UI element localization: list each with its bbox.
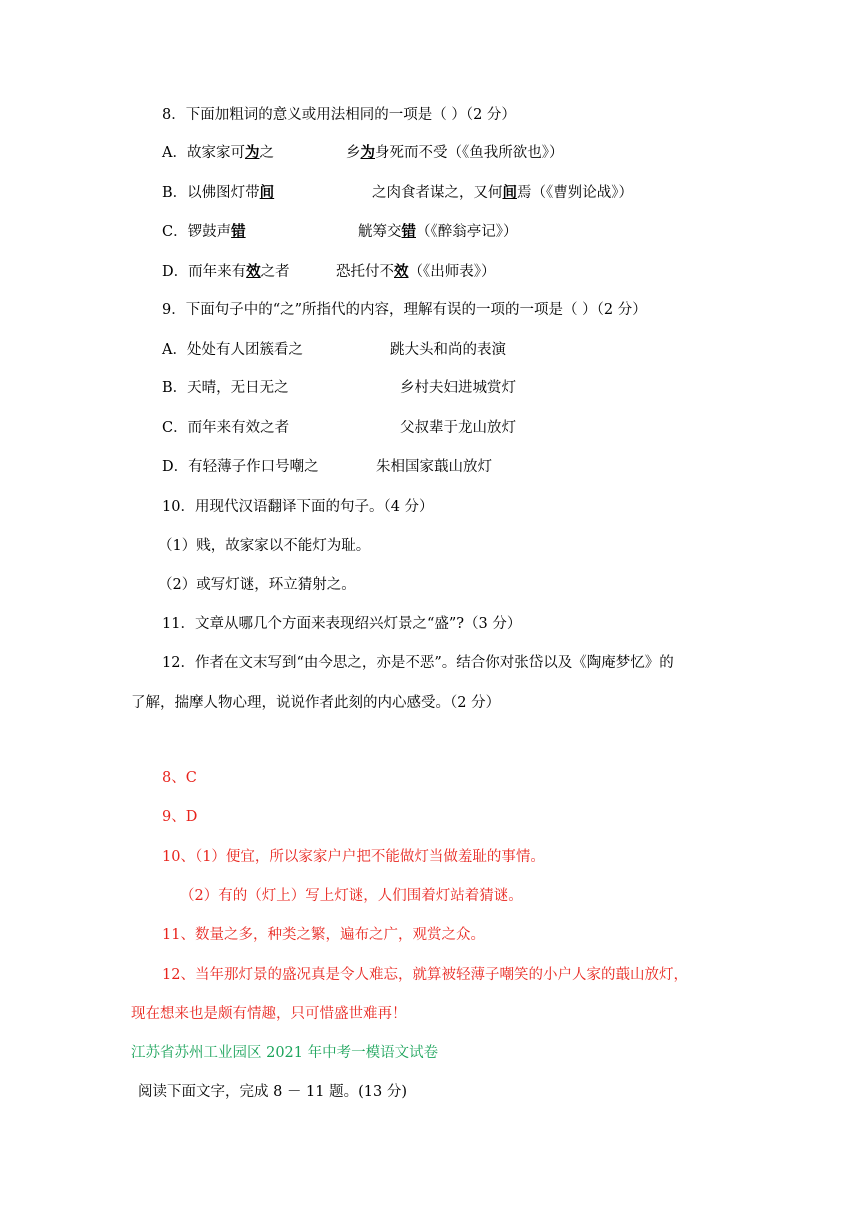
q10-sentence-1: （1）贱，故家家以不能灯为耻。: [158, 538, 371, 554]
q9-option-a: A．处处有人团簇看之: [162, 342, 303, 358]
q11-stem: 11．文章从哪几个方面来表现绍兴灯景之“盛”?（3 分）: [162, 616, 522, 632]
bold-word: 间: [259, 184, 275, 201]
q8-option-d-right: 恐托付不效（《出师表》）: [336, 263, 496, 280]
bold-word: 为: [244, 144, 260, 161]
q9-option-b-right: 乡村夫妇进城赏灯: [400, 380, 516, 396]
q8-option-a-right: 乡为身死而不受（《鱼我所欲也》）: [346, 144, 564, 161]
q9-option-b: B．天晴，无日无之: [162, 380, 289, 396]
q10-stem: 10．用现代汉语翻译下面的句子。（4 分）: [162, 499, 434, 515]
bold-word: 效: [394, 263, 409, 280]
q9-option-a-right: 跳大头和尚的表演: [390, 342, 506, 358]
answer-11: 11、数量之多，种类之繁，遍布之广，观赏之众。: [162, 927, 485, 943]
q9-stem: 9．下面句子中的“之”所指代的内容，理解有误的一项的一项是（ ）（2 分）: [162, 302, 647, 318]
q8-option-c: C．锣鼓声错: [162, 223, 246, 240]
q9-option-c: C．而年来有效之者: [162, 420, 290, 436]
source-title: 江苏省苏州工业园区 2021 年中考一模语文试卷: [131, 1045, 439, 1061]
q8-option-c-right: 觥筹交错（《醉翁亭记》）: [358, 223, 518, 240]
answer-12-line-1: 12、当年那灯景的盛况真是令人难忘，就算被轻薄子嘲笑的小户人家的蕺山放灯，: [162, 967, 688, 983]
reading-intro: 阅读下面文字，完成 8 － 11 题。(13 分): [138, 1084, 407, 1100]
q9-option-d: D．有轻薄子作口号嘲之: [162, 459, 319, 475]
q8-option-a: A．故家家可为之: [162, 144, 274, 161]
q8-option-b-right: 之肉食者谋之，又何间焉（《曹刿论战》）: [372, 184, 633, 201]
q8-stem: 8．下面加粗词的意义或用法相同的一项是（ ）（2 分）: [162, 107, 516, 123]
q12-stem-line-1: 12．作者在文末写到“由今思之，亦是不恶”。结合你对张岱以及《陶庵梦忆》的: [162, 655, 674, 671]
bold-word: 间: [502, 184, 517, 201]
q9-option-d-right: 朱相国家蕺山放灯: [376, 459, 492, 475]
answer-8: 8、C: [162, 770, 197, 786]
bold-word: 错: [401, 223, 416, 240]
answer-9: 9、D: [162, 809, 198, 825]
answer-10-2: （2）有的（灯上）写上灯谜，人们围着灯站着猜谜。: [180, 888, 523, 904]
q8-option-b: B．以佛图灯带间: [162, 184, 275, 201]
bold-word: 为: [360, 144, 375, 161]
q12-stem-line-2: 了解，揣摩人物心理，说说作者此刻的内心感受。（2 分）: [131, 695, 501, 711]
q8-option-d: D．而年来有效之者: [162, 263, 290, 280]
answer-10-1: 10、（1）便宜，所以家家户户把不能做灯当做羞耻的事情。: [162, 849, 545, 865]
q10-sentence-2: （2）或写灯谜，环立猜射之。: [158, 577, 356, 593]
bold-word: 效: [246, 263, 261, 280]
bold-word: 错: [231, 223, 246, 240]
answer-12-line-2: 现在想来也是颇有情趣，只可惜盛世难再！: [131, 1006, 407, 1022]
q9-option-c-right: 父叔辈于龙山放灯: [400, 420, 516, 436]
